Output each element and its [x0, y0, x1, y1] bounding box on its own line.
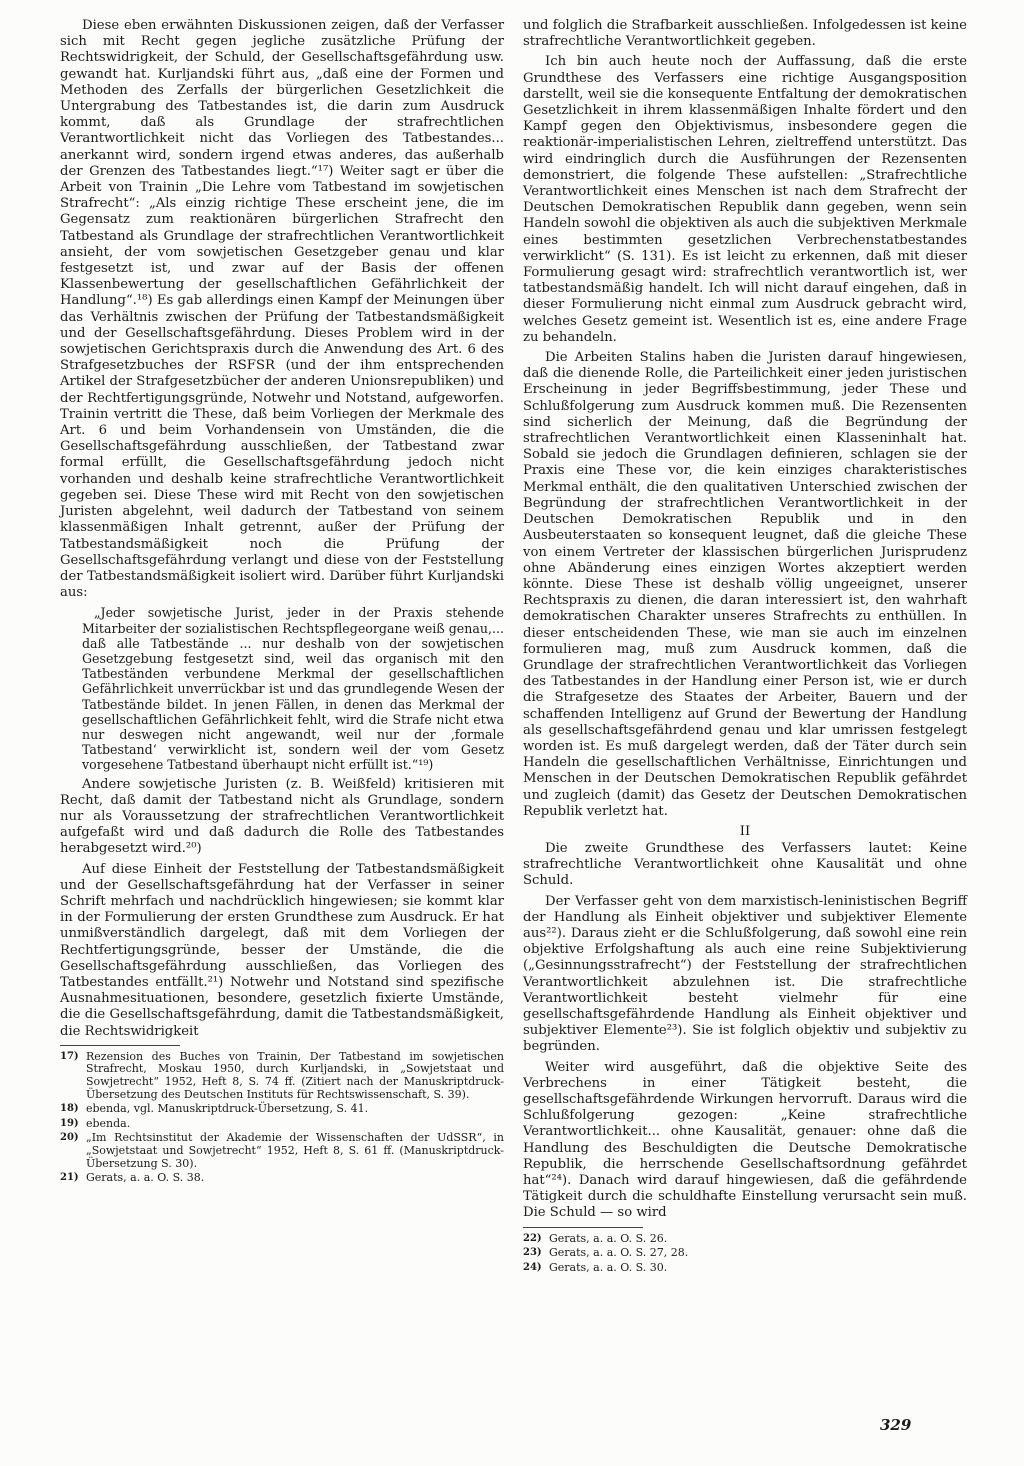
footnote-number: 24)	[523, 1261, 542, 1273]
footnote	[523, 1247, 967, 1260]
footnote-divider	[60, 1045, 180, 1046]
footnote-number: 18)	[60, 1103, 79, 1115]
body-paragraph: und folglich die Strafbarkeit ausschließen. Infolgedessen ist keine strafrechtliche Verantwortlichkeit gegeben.	[523, 18, 967, 50]
footnote-text: Gerats, a. a. O. S. 26.	[549, 1231, 668, 1245]
footnote	[60, 1051, 504, 1101]
footnote-number: 19)	[60, 1117, 79, 1129]
body-paragraph: Ich bin auch heute noch der Auffassung, daß die erste Grundthese des Verfassers eine richtige Ausgangsposition darstellt, weil sie die konsequente Entfaltung der demokratischen Gesetzlichkeit in ihrem klassenmäßigen Inhalte fördert und den Kampf gegen den Objektivismus, insbesondere gegen die reaktionär-imperialistischen Lehren, zieltreffend unterstützt. Das wird eindringlich durch die Ausführungen der Rezensenten demonstriert, die folgende These aufstellen: „Strafrechtliche Verantwortlichkeit eines Menschen ist nach dem Strafrecht der Deutschen Demokratischen Republik dann gegeben, wenn sein Handeln sowohl die objektiven als auch die subjektiven Merkmale eines bestimmten gesetzlichen Verbrechenstatbestandes verwirklicht“ (S. 131). Es ist leicht zu erkennen, daß mit dieser Formulierung gesagt wird: strafrechtlich verantwortlich ist, wer tatbestandsmäßig handelt. Ich will nicht darauf eingehen, daß in dieser Formulierung nicht einmal zum Ausdruck gebracht wird, welches Gesetz gemeint ist. Wesentlich ist es, eine andere Frage zu behandeln.	[523, 54, 967, 345]
footnote-number: 22)	[523, 1232, 542, 1244]
body-paragraph: Diese eben erwähnten Diskussionen zeigen, daß der Verfasser sich mit Recht gegen jegliche zusätzliche Prüfung der Rechtswidrigkeit, der Schuld, der Gesellschaftsgefährdung usw. gewandt hat. Kurljandski führt aus, „daß eine der Formen und Methoden des Zerfalls der bürgerlichen Gesetzlichkeit die Untergrabung des Tatbestandes ist, die darin zum Ausdruck kommt, daß als Grundlage der strafrechtlichen Verantwortlichkeit nicht das Vorliegen des Tatbestandes... anerkannt wird, sondern irgend etwas anderes, das außerhalb der Grenzen des Tatbestandes liegt.“¹⁷) Weiter sagt er über die Arbeit von Trainin „Die Lehre vom Tatbestand im sowjetischen Strafrecht“: „Als einzig richtige These erscheint jene, die im Gegensatz zum reaktionären bürgerlichen Strafrecht den Tatbestand als Grundlage der strafrechtlichen Verantwortlichkeit ansieht, der vom sowjetischen Gesetzgeber genau und klar festgesetzt ist, und zwar auf der Basis der offenen Klassenbewertung der gesellschaftlichen Gefährlichkeit der Handlung“.¹⁸) Es gab allerdings einen Kampf der Meinungen über das Verhältnis zwischen der Prüfung der Tatbestandsmäßigkeit und der Gesellschaftsgefährdung. Dieses Problem wird in der sowjetischen Gerichtspraxis durch die Anwendung des Art. 6 des Strafgesetzbuches der RSFSR (und der ihm entsprechenden Artikel der Strafgesetzbücher der anderen Unionsrepubliken) und der Rechtfertigungsgründe, Notwehr und Notstand, aufgeworfen. Trainin vertritt die These, daß beim Vorliegen der Merkmale des Art. 6 und beim Vorhandensein von Umständen, die die Gesellschaftsgefährdung ausschließen, der Tatbestand zwar formal erfüllt, die Gesellschaftsgefährdung jedoch nicht vorhanden und deshalb keine strafrechtliche Verantwortlichkeit gegeben sei. Diese These wird mit Recht von den sowjetischen Juristen abgelehnt, weil dadurch der Tatbestand von seinem klassenmäßigen Inhalt getrennt, außer der Prüfung der Tatbestandsmäßigkeit noch die Prüfung der Gesellschaftsgefährdung verlangt und diese von der Feststellung der Tatbestandsmäßigkeit isoliert wird. Darüber führt Kurljandski aus:	[60, 18, 504, 601]
body-paragraph: Weiter wird ausgeführt, daß die objektive Seite des Verbrechens in einer Tätigkeit besteht, die gesellschaftsgefährdende Wirkungen hervorruft. Daraus wird die Schlußfolgerung gezogen: „Keine strafrechtliche Verantwortlichkeit... ohne Kausalität, genauer: ohne daß die Handlung des Beschuldigten die Deutsche Demokratische Republik, die herrschende Gesellschaftsordnung gefährdet hat“²⁴). Danach wird darauf hingewiesen, daß die gefährdende Tätigkeit durch die schuldhafte Einstellung verursacht sein muß. Die Schuld — so wird	[523, 1059, 967, 1221]
footnote-number: 17)	[60, 1050, 79, 1062]
left-column	[60, 18, 504, 1187]
footnote-number: 20)	[60, 1132, 79, 1144]
footnote-text: ebenda.	[86, 1116, 131, 1130]
body-paragraph: Die zweite Grundthese des Verfassers lautet: Keine strafrechtliche Verantwortlichkeit ohne Kausalität und ohne Schuld.	[523, 840, 967, 889]
footnote	[523, 1262, 967, 1275]
footnote-list	[523, 1233, 967, 1275]
footnote	[60, 1103, 504, 1116]
footnote-text: Gerats, a. a. O. S. 38.	[86, 1171, 205, 1185]
body-paragraph: Andere sowjetische Juristen (z. B. Weißfeld) kritisieren mit Recht, daß damit der Tatbestand nicht als Grundlage, sondern nur als Voraussetzung der strafrechtlichen Verantwortlichkeit aufgefaßt wird und daß dadurch die Rolle des Tatbestandes herabgesetzt wird.²⁰)	[60, 776, 504, 857]
footnote	[60, 1172, 504, 1185]
body-paragraph: Die Arbeiten Stalins haben die Juristen darauf hingewiesen, daß die dienende Rolle, die Parteilichkeit einer jeden juristischen Erscheinung in jeder Begriffsbestimmung, jeder These und Schlußfolgerung zum Ausdruck kommen muß. Die Rezensenten sind sicherlich der Meinung, daß die Begründung der strafrechtlichen Verantwortlichkeit einen Klasseninhalt hat. Sobald sie jedoch die Grundlagen definieren, schlagen sie der Praxis eine These vor, die kein einziges charakteristisches Merkmal enthält, die den qualitativen Unterschied zwischen der Begründung der strafrechtlichen Verantwortlichkeit in der Deutschen Demokratischen Republik und in den Ausbeuterstaaten so konsequent leugnet, daß die gleiche These von einem Vertreter der klassischen bürgerlichen Jurisprudenz ohne Abänderung eines einzigen Wortes akzeptiert werden könnte. Diese These ist deshalb völlig ungeeignet, unserer Rechtspraxis zu dienen, die daran interessiert ist, den wahrhaft demokratischen Charakter unseres Strafrechts zu enthüllen. In dieser entscheidenden These, wie man sie auch im einzelnen formulieren mag, muß zum Ausdruck kommen, daß die Grundlage der strafrechtlichen Verantwortlichkeit das Vorliegen des Tatbestandes in der Handlung einer Person ist, wie er durch die Strafgesetze des Staates der Arbeiter, Bauern und der schaffenden Intelligenz auf Grund der Bewertung der Handlung als gesellschaftsgefährdend genau und klar umrissen festgelegt worden ist. Es muß dargelegt werden, daß der Täter durch sein Handeln die gesellschaftlichen Verhältnisse, Einrichtungen und Menschen in der Deutschen Demokratischen Republik gefährdet und zugleich (damit) das Gesetz der Deutschen Demokratischen Republik verletzt hat.	[523, 350, 967, 819]
body-paragraph: Auf diese Einheit der Feststellung der Tatbestandsmäßigkeit und der Gesellschaftsgefährdung hat der Verfasser in seiner Schrift mehrfach und nachdrücklich hingewiesen; sie kommt klar in der Formulierung der ersten Grundthese zum Ausdruck. Er hat unmißverständlich dargelegt, daß mit dem Vorliegen der Rechtfertigungsgründe, besser der Umstände, die die Gesellschaftsgefährdung ausschließen, das Vorliegen des Tatbestandes entfällt.²¹) Notwehr und Notstand sind spezifische Ausnahmesituationen, besondere, gesetzlich fixierte Umstände, die die Gesellschaftsgefährdung, damit die Tatbestandsmäßigkeit, die Rechtswidrigkeit	[60, 861, 504, 1039]
footnote	[523, 1233, 967, 1246]
page-number: 329	[880, 1416, 912, 1434]
footnote	[60, 1118, 504, 1131]
footnote	[60, 1132, 504, 1170]
footnote-list	[60, 1051, 504, 1185]
footnote-text: ebenda, vgl. Manuskriptdruck-Übersetzung, S. 41.	[86, 1102, 369, 1116]
footnote-number: 23)	[523, 1247, 542, 1259]
right-column	[523, 18, 967, 1276]
section-heading: II	[739, 823, 751, 839]
footnote-text: Gerats, a. a. O. S. 30.	[549, 1260, 668, 1274]
body-paragraph: Der Verfasser geht von dem marxistisch-leninistischen Begriff der Handlung als Einheit objektiver und subjektiver Elemente aus²²). Daraus zieht er die Schlußfolgerung, daß sowohl eine rein objektive Erfolgshaftung als auch eine reine Subjektivierung („Gesinnungsstrafrecht“) der Feststellung der strafrechtlichen Verantwortlichkeit abzulehnen ist. Die strafrechtliche Verantwortlichkeit besteht vielmehr für eine gesellschaftsgefährdende Handlung als Einheit objektiver und subjektiver Elemente²³). Sie ist folglich objektiv und subjektiv zu begründen.	[523, 893, 967, 1055]
footnote-text: Rezension des Buches von Trainin, Der Tatbestand im sowjetischen Strafrecht, Moskau 1950, durch Kurljandski, in „Sowjetstaat und Sowjetrecht“ 1952, Heft 8, S. 74 ff. (Zitiert nach der Manuskriptdruck-Übersetzung des Deutschen Instituts für Rechtswissenschaft, S. 39).	[86, 1049, 504, 1101]
footnote-text: Gerats, a. a. O. S. 27, 28.	[549, 1246, 689, 1260]
footnote-number: 21)	[60, 1172, 79, 1184]
block-quote: „Jeder sowjetische Jurist, jeder in der Praxis stehende Mitarbeiter der sozialistischen Rechtspflegeorgane weiß genau,... daß alle Tatbestände ... nur deshalb von der sowjetischen Gesetzgebung festgesetzt sind, weil das organisch mit den Tatbeständen verbundene Merkmal der gesellschaftlichen Gefährlichkeit unverrückbar ist und das grundlegende Wesen der Tatbestände bildet. In jenen Fällen, in denen das Merkmal der gesellschaftlichen Gefährlichkeit fehlt, wird die Strafe nicht etwa nur deswegen nicht angewandt, weil nur der ‚formale Tatbestand‘ verwirklicht ist, sondern weil der vom Gesetz vorgesehene Tatbestand überhaupt nicht erfüllt ist.“¹⁹)	[82, 605, 504, 773]
footnote-text: „Im Rechtsinstitut der Akademie der Wissenschaften der UdSSR“, in „Sowjetstaat und Sowjetrecht“ 1952, Heft 8, S. 61 ff. (Manuskriptdruck-Übersetzung S. 30).	[86, 1131, 504, 1170]
footnote-divider	[523, 1227, 643, 1228]
